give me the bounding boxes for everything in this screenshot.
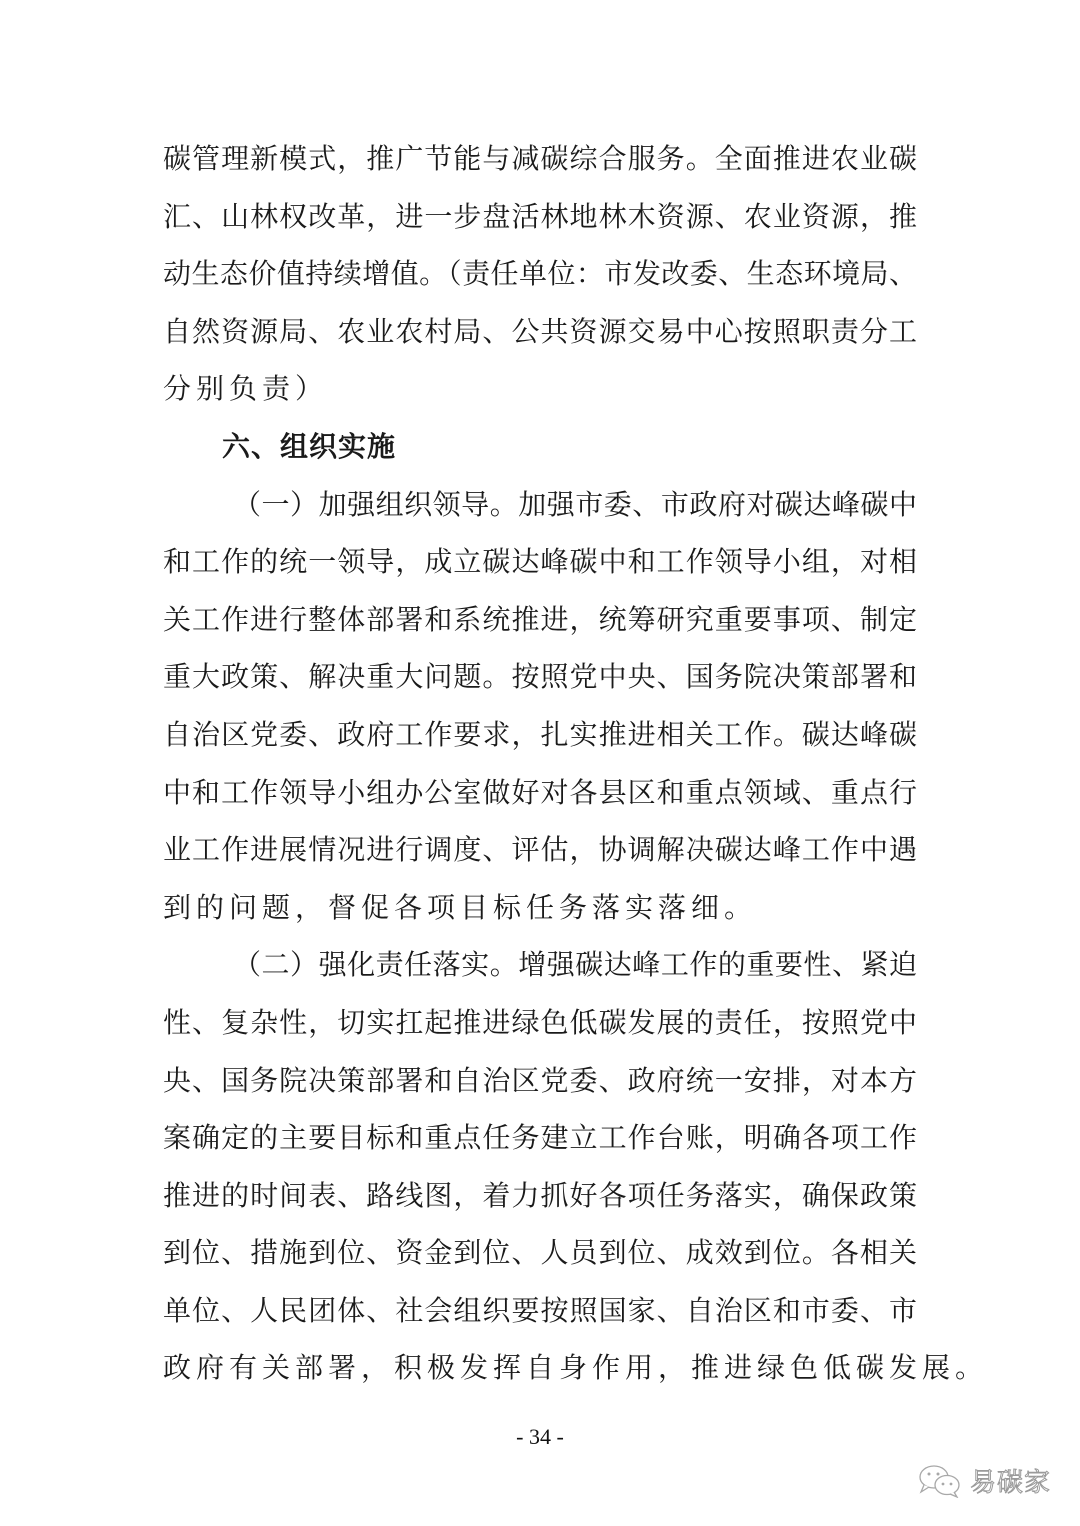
body-line: 性、复杂性，切实扛起推进绿色低碳发展的责任，按照党中	[163, 1005, 917, 1039]
paragraph-first-line: （二）强化责任落实。增强碳达峰工作的重要性、紧迫	[233, 948, 917, 982]
body-line: 单位、人民团体、社会组织要按照国家、自治区和市委、市	[163, 1293, 917, 1327]
body-line: 和工作的统一领导，成立碳达峰碳中和工作领导小组，对相	[163, 545, 917, 579]
body-line: 自然资源局、农业农村局、公共资源交易中心按照职责分工	[163, 314, 917, 348]
document-body	[163, 130, 989, 1397]
body-line: 到位、措施到位、资金到位、人员到位、成效到位。各相关	[163, 1236, 917, 1270]
paragraph-first-line: （一）加强组织领导。加强市委、市政府对碳达峰碳中	[233, 487, 917, 521]
body-line: 案确定的主要目标和重点任务建立工作台账，明确各项工作	[163, 1121, 917, 1155]
body-line: 自治区党委、政府工作要求，扎实推进相关工作。碳达峰碳	[163, 717, 917, 751]
wechat-icon	[918, 1464, 962, 1498]
page-number: - 34 -	[516, 1424, 564, 1449]
body-line: 汇、山林权改革，进一步盘活林地林木资源、农业资源，推	[163, 199, 917, 233]
body-line: 到的问题，督促各项目标任务落实落细。	[163, 890, 758, 924]
body-line: 重大政策、解决重大问题。按照党中央、国务院决策部署和	[163, 660, 917, 694]
body-line: 碳管理新模式，推广节能与减碳综合服务。全面推进农业碳	[163, 142, 917, 175]
body-line: 推进的时间表、路线图，着力抓好各项任务落实，确保政策	[163, 1178, 917, 1212]
body-line: 动生态价值持续增值。（责任单位：市发改委、生态环境局、	[163, 257, 917, 291]
body-line: 政府有关部署，积极发挥自身作用，推进绿色低碳发展。	[163, 1351, 989, 1385]
body-line: 中和工作领导小组办公室做好对各县区和重点领域、重点行	[163, 775, 917, 809]
section-heading: 六、组织实施	[222, 429, 397, 463]
body-line: 央、国务院决策部署和自治区党委、政府统一安排，对本方	[163, 1063, 917, 1097]
watermark-label: 易碳家	[970, 1468, 1052, 1498]
body-line: 分别负责）	[163, 372, 329, 406]
body-line: 业工作进展情况进行调度、评估，协调解决碳达峰工作中遇	[163, 833, 917, 867]
body-line: 关工作进行整体部署和系统推进，统筹研究重要事项、制定	[163, 602, 917, 636]
watermark	[918, 1462, 1051, 1499]
